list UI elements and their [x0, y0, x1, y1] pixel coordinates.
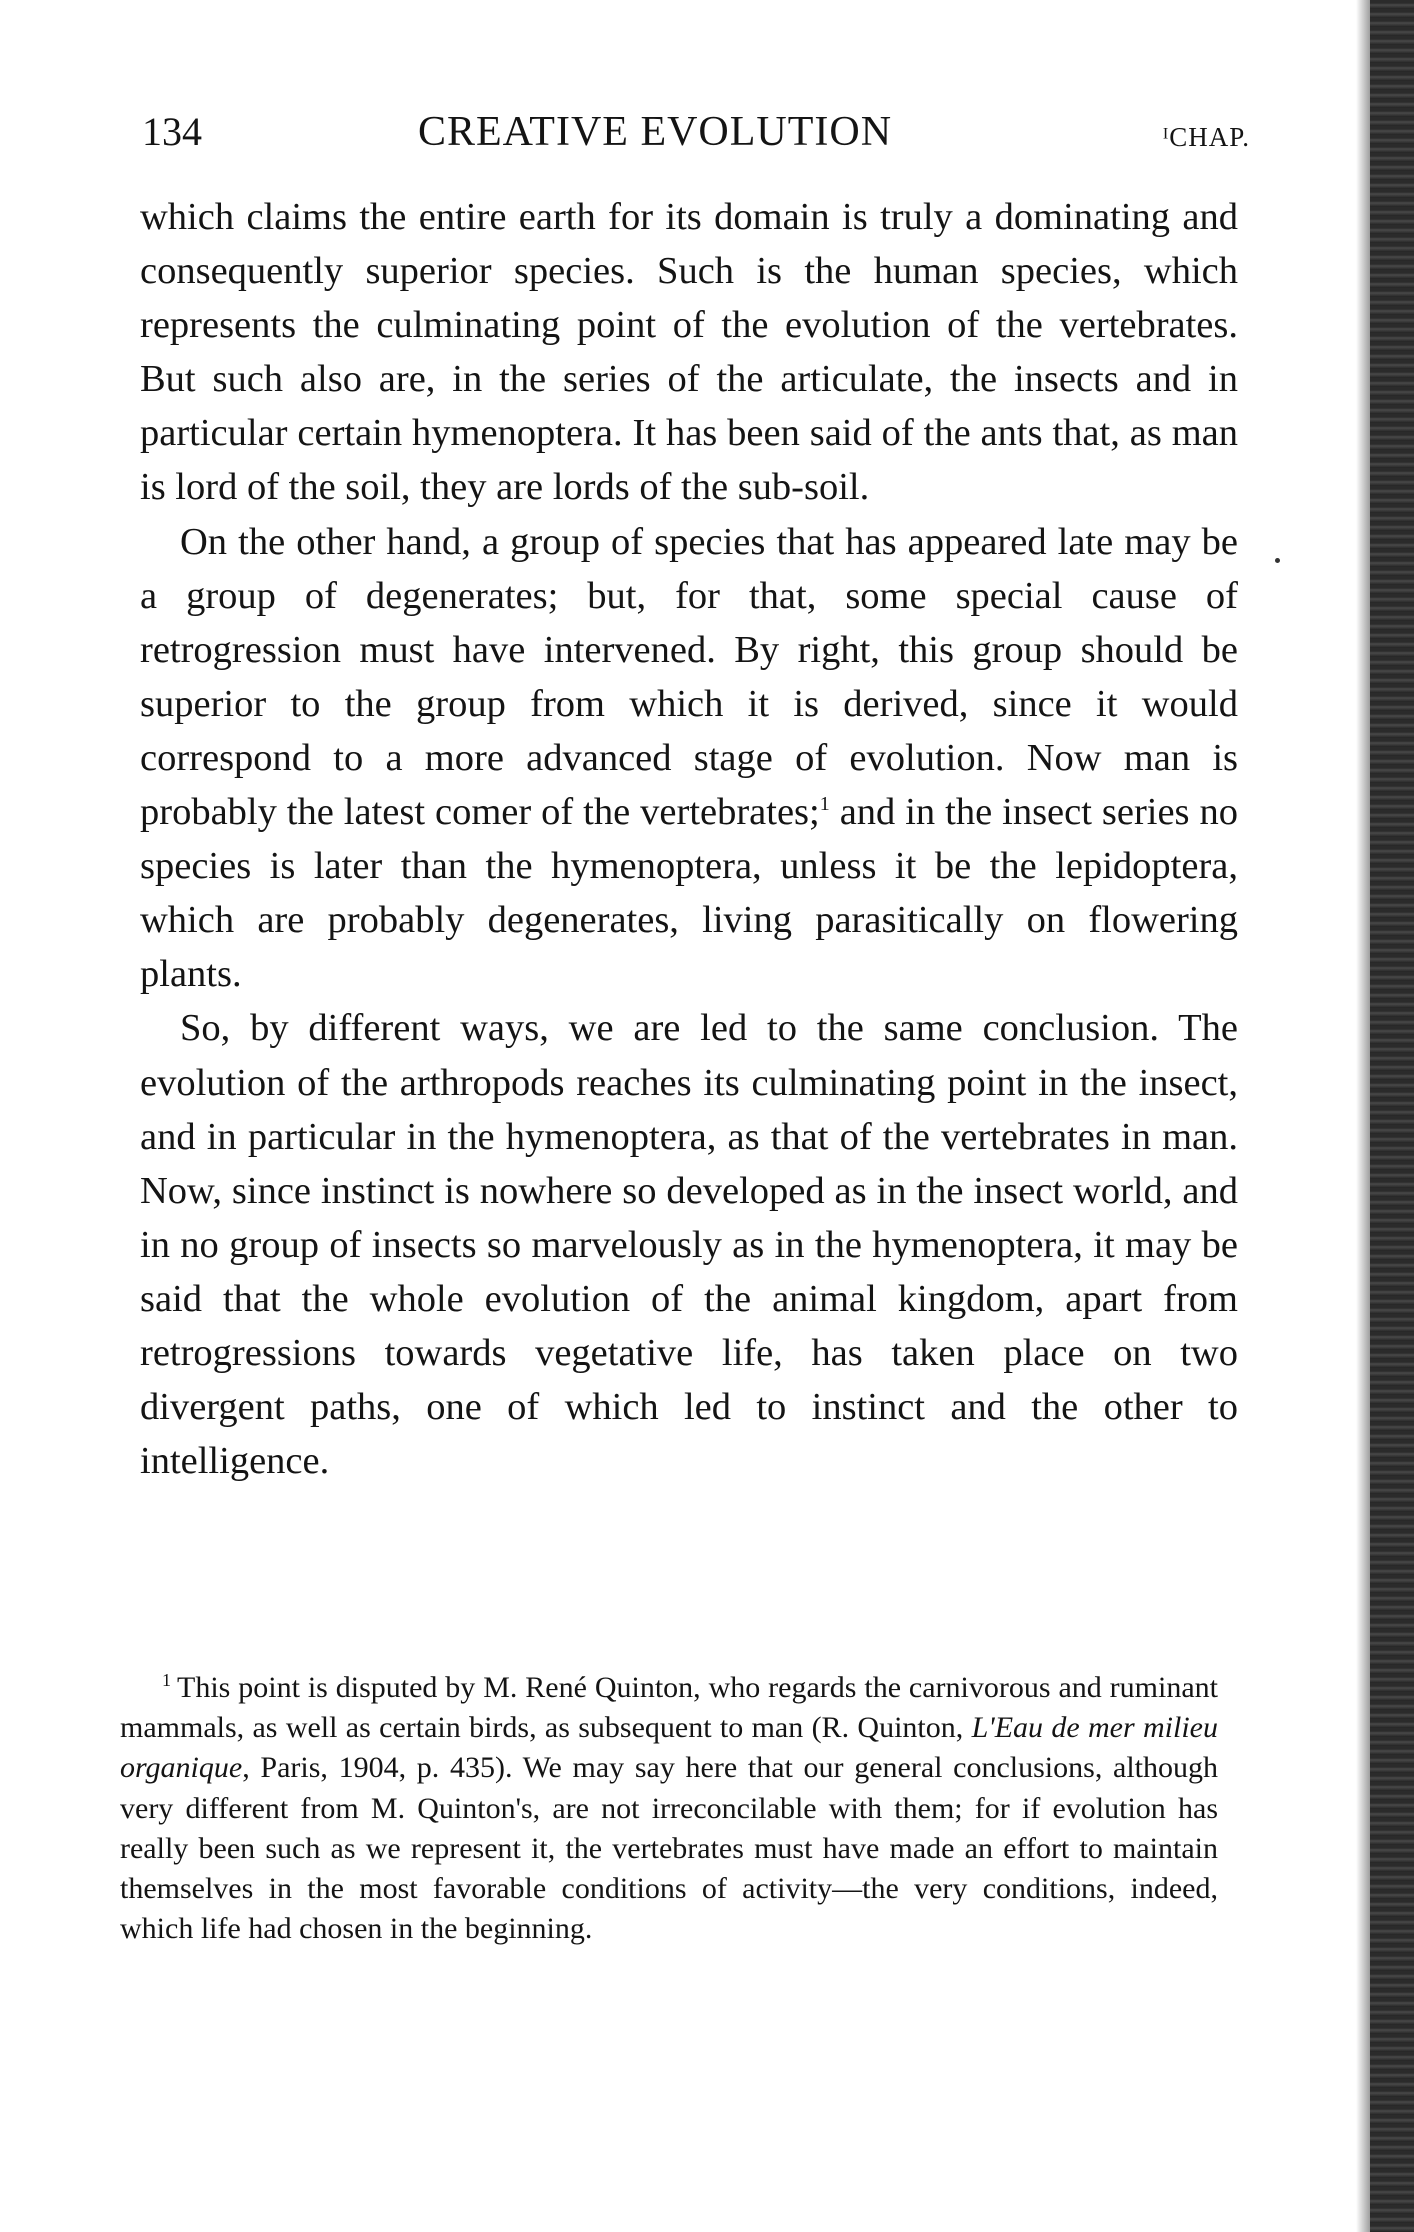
paragraph-2-text-b: and in the insect series no species is later than the hymenoptera, unless it be the lepidoptera, which are probably degenerates, living parasitically on flowering plants. [140, 791, 1238, 996]
running-title: CREATIVE EVOLUTION [417, 109, 893, 155]
page-edge-shadow [1356, 0, 1370, 2232]
page-number: 134 [142, 109, 202, 154]
footnote-book-title: L'Eau de mer milieu organique [120, 1711, 1218, 1785]
paragraph-1: which claims the entire earth for its domain is truly a dominating and consequently superior species. Such is the human species, which represents the culminating point of the evolution of the vertebrates. But such also are, in the series of the articulate, the insects and in particular certain hymenoptera. It has been said of the ants that, as man is lord of the soil, they are lords of the sub-soil. [140, 196, 1238, 509]
footnote-reference[interactable]: 1 [819, 793, 830, 816]
chapter-mark: ᴵCHAP. [1162, 122, 1250, 152]
paragraph-2-text-a: On the other hand, a group of species that has appeared late may be a group of degenerates; but, for that, some special cause of retrogression must have intervened. By right, this group should be superior to the group from which it is derived, since it would correspond to a more advanced stage of evolution. Now man is probably the latest comer of the vertebrates; [140, 520, 1238, 834]
paragraph-2 [140, 515, 1238, 1002]
footnote [120, 1668, 1218, 1949]
body-text [140, 190, 1238, 1488]
paragraph-3: So, by different ways, we are led to the same conclusion. The evolution of the arthropods reaches its culminating point in the insect, and in particular in the hymenoptera, as that of the vertebrates in man. Now, since instinct is nowhere so developed as in the insect world, and in no group of insects so marvelously as in the hymenoptera, it may be said that the whole evolution of the animal kingdom, apart from retrogressions towards vegetative life, has taken place on two divergent paths, one of which led to instinct and the other to intelligence. [140, 1007, 1238, 1483]
running-header [140, 108, 1250, 168]
footnote-mark: 1 [162, 1670, 171, 1690]
footnote-text-a: This point is disputed by M. René Quinton, who regards the carnivorous and ruminant mammals, as well as certain birds, as subsequent to man (R. Quinton, [120, 1671, 1218, 1745]
footnote-text [120, 1668, 1218, 1949]
stray-ink-dot [1275, 558, 1280, 563]
footnote-text-b: , Paris, 1904, p. 435). We may say here that our general conclusions, although very different from M. Quinton's, are not irreconcilable with them; for if evolution has really been such as we represent it, the vertebrates must have made an effort to maintain themselves in the most favorable conditions of activity—the very conditions, indeed, which life had chosen in the beginning. [120, 1751, 1218, 1946]
book-binding-edge [1370, 0, 1414, 2232]
